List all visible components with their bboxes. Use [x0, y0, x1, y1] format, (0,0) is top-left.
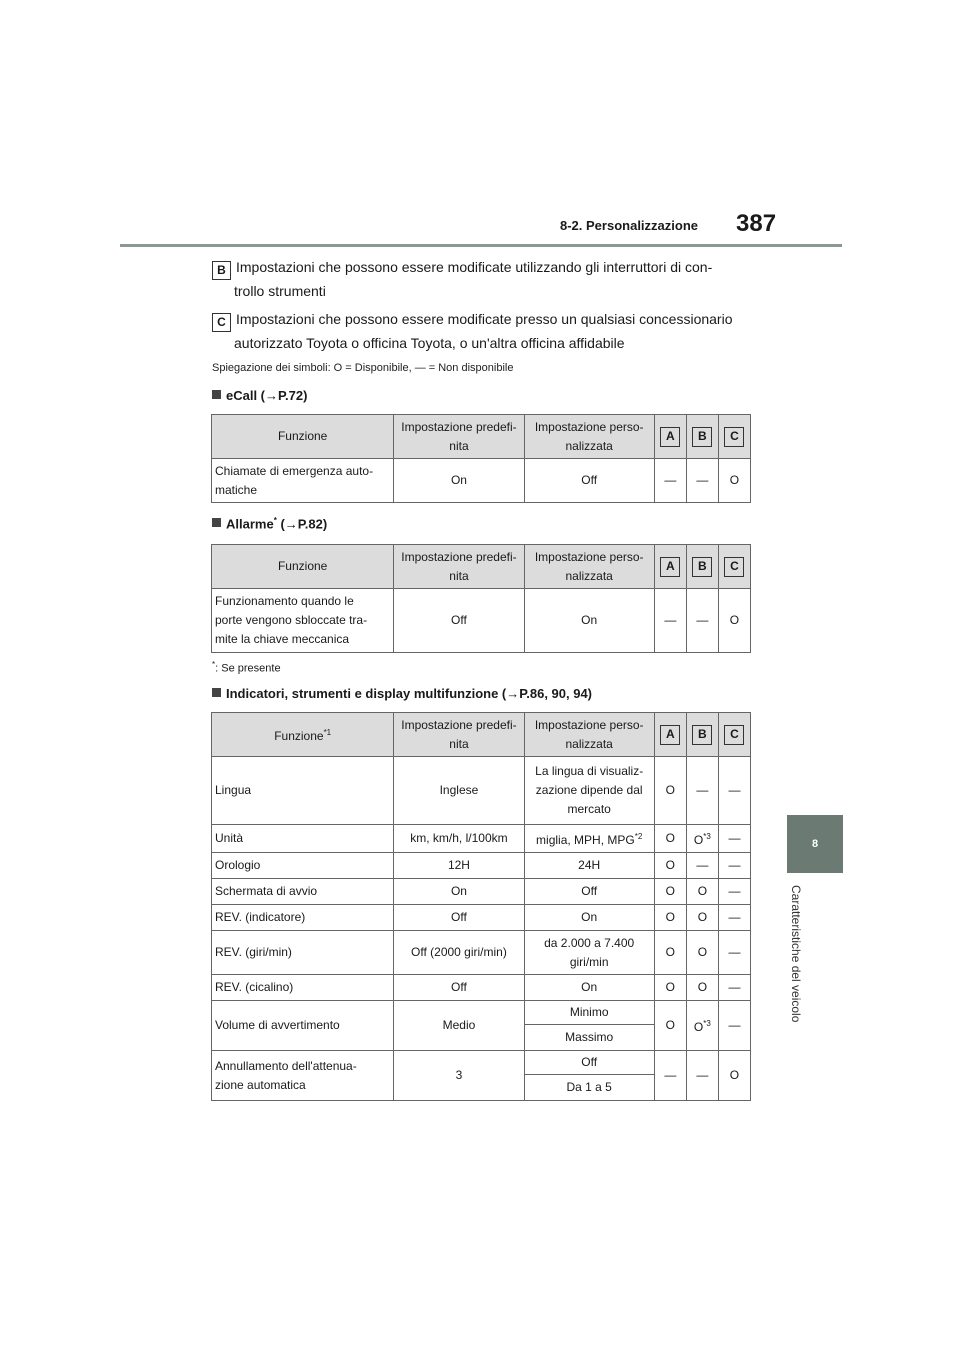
cell-a: O — [654, 905, 686, 931]
cell-b — [686, 1001, 718, 1051]
col-funzione-label: Funzione — [274, 729, 324, 743]
section-allarme-ref: (→P.82) — [276, 516, 328, 532]
cell-b: O — [686, 905, 718, 931]
legend-b — [212, 256, 712, 302]
col-c — [718, 545, 750, 589]
cell-funzione: Unità — [212, 825, 394, 853]
cell-default: On — [394, 459, 524, 503]
cell-custom: da 2.000 a 7.400 giri/min — [524, 931, 654, 975]
legend-b-line2: trollo strumenti — [234, 282, 326, 299]
table-row — [212, 825, 751, 853]
letter-a-icon: A — [660, 725, 680, 745]
cell-custom: La lingua di visualiz- zazione dipende dal mercato — [524, 757, 654, 825]
cell-b: O — [686, 879, 718, 905]
header-divider — [120, 244, 842, 247]
col-default: Impostazione predefi- nita — [394, 713, 524, 757]
cell-custom: Da 1 a 5 — [524, 1075, 654, 1101]
cell-funzione: REV. (cicalino) — [212, 975, 394, 1001]
cell-default: Medio — [394, 1001, 524, 1051]
col-custom: Impostazione perso- nalizzata — [524, 545, 654, 589]
footnote — [212, 660, 281, 675]
col-funzione: Funzione — [212, 415, 394, 459]
cell-c: — — [718, 879, 750, 905]
col-b — [686, 713, 718, 757]
letter-c-icon: C — [724, 725, 744, 745]
letter-b-icon: B — [212, 261, 231, 280]
section-ecall-ref: →P.72) — [265, 388, 308, 403]
cell-custom: On — [524, 589, 654, 653]
section-allarme-sup: * — [273, 516, 277, 525]
footnote-text: : Se presente — [215, 662, 281, 675]
chapter-label: Caratteristiche del veicolo — [789, 885, 803, 1023]
col-funzione-sup: *1 — [323, 728, 332, 737]
header-section-title: 8-2. Personalizzazione — [560, 218, 698, 233]
letter-a-icon: A — [660, 557, 680, 577]
table-row — [212, 459, 751, 503]
cell-custom: Off — [524, 1051, 654, 1075]
cell-a: — — [654, 459, 686, 503]
table-allarme — [211, 544, 751, 653]
cell-a: O — [654, 853, 686, 879]
cell-a: O — [654, 879, 686, 905]
footnote-mark: * — [212, 660, 216, 669]
cell-custom: Minimo — [524, 1001, 654, 1025]
table-row — [212, 589, 751, 653]
section-allarme-heading — [212, 516, 327, 531]
cell-c: — — [718, 931, 750, 975]
legend-c-line2: autorizzato Toyota o officina Toyota, o un'altra officina affidabile — [234, 334, 625, 351]
bullet-square-icon — [212, 518, 221, 527]
cell-default: Off — [394, 905, 524, 931]
table-header-row — [212, 713, 751, 757]
cell-b-sup: *3 — [703, 1019, 711, 1028]
col-default: Impostazione predefi- nita — [394, 545, 524, 589]
col-c — [718, 415, 750, 459]
legend-c — [212, 308, 733, 354]
cell-default: 12H — [394, 853, 524, 879]
bullet-square-icon — [212, 688, 221, 697]
cell-custom-text: miglia, MPH, MPG — [536, 833, 635, 847]
cell-c: O — [718, 459, 750, 503]
cell-custom — [524, 825, 654, 853]
section-ecall-heading — [212, 388, 307, 403]
cell-funzione: Chiamate di emergenza auto- matiche — [212, 459, 394, 503]
cell-custom: Off — [524, 459, 654, 503]
cell-b: — — [686, 1051, 718, 1101]
legend-b-line1: Impostazioni che possono essere modificate utilizzando gli interruttori di con- — [236, 259, 713, 275]
cell-a: O — [654, 931, 686, 975]
cell-b-sup: *3 — [703, 832, 711, 841]
letter-b-icon: B — [692, 725, 712, 745]
cell-c: — — [718, 975, 750, 1001]
legend-c-line1: Impostazioni che possono essere modificate presso un qualsiasi concessionario — [236, 311, 733, 327]
section-ecall-title: eCall ( — [226, 388, 266, 403]
table-row — [212, 1051, 751, 1075]
cell-custom-sup: *2 — [634, 832, 643, 841]
col-b — [686, 415, 718, 459]
cell-default: Off — [394, 975, 524, 1001]
col-custom: Impostazione perso- nalizzata — [524, 415, 654, 459]
cell-funzione: Funzionamento quando le porte vengono sbloccate tra- mite la chiave meccanica — [212, 589, 394, 653]
cell-b-text: O — [693, 833, 704, 847]
cell-b: — — [686, 853, 718, 879]
cell-default: Inglese — [394, 757, 524, 825]
cell-b: — — [686, 757, 718, 825]
letter-b-icon: B — [692, 557, 712, 577]
col-a — [654, 713, 686, 757]
table-row — [212, 757, 751, 825]
cell-b-text: O — [693, 1020, 704, 1034]
col-a — [654, 415, 686, 459]
cell-custom: 24H — [524, 853, 654, 879]
col-funzione — [212, 713, 394, 757]
cell-funzione: REV. (indicatore) — [212, 905, 394, 931]
table-row — [212, 905, 751, 931]
table-row — [212, 975, 751, 1001]
table-row — [212, 1001, 751, 1025]
cell-default: 3 — [394, 1051, 524, 1101]
cell-c: — — [718, 757, 750, 825]
cell-custom: Massimo — [524, 1025, 654, 1051]
cell-c: — — [718, 853, 750, 879]
cell-custom: On — [524, 905, 654, 931]
letter-c-icon: C — [212, 313, 231, 332]
table-row — [212, 931, 751, 975]
cell-funzione: REV. (giri/min) — [212, 931, 394, 975]
table-header-row — [212, 415, 751, 459]
table-ecall — [211, 414, 751, 503]
table-indicatori — [211, 712, 751, 1101]
cell-c: — — [718, 825, 750, 853]
cell-b: O — [686, 931, 718, 975]
col-b — [686, 545, 718, 589]
cell-c: O — [718, 1051, 750, 1101]
cell-default: Off — [394, 589, 524, 653]
cell-b — [686, 825, 718, 853]
cell-b: — — [686, 589, 718, 653]
cell-funzione: Orologio — [212, 853, 394, 879]
cell-c: — — [718, 905, 750, 931]
cell-c: O — [718, 589, 750, 653]
cell-a: O — [654, 975, 686, 1001]
cell-funzione: Lingua — [212, 757, 394, 825]
col-custom: Impostazione perso- nalizzata — [524, 713, 654, 757]
cell-a: O — [654, 1001, 686, 1051]
cell-custom: Off — [524, 879, 654, 905]
section-indicatori-title: Indicatori, strumenti e display multifunzione (→P.86, 90, 94) — [226, 686, 593, 701]
letter-b-icon: B — [692, 427, 712, 447]
cell-default: On — [394, 879, 524, 905]
cell-default: km, km/h, l/100km — [394, 825, 524, 853]
col-a — [654, 545, 686, 589]
cell-default: Off (2000 giri/min) — [394, 931, 524, 975]
section-indicatori-heading — [212, 686, 592, 701]
page-number: 387 — [736, 210, 777, 237]
cell-custom: On — [524, 975, 654, 1001]
col-c — [718, 713, 750, 757]
letter-c-icon: C — [724, 557, 744, 577]
cell-b: — — [686, 459, 718, 503]
cell-a: O — [654, 757, 686, 825]
cell-a: — — [654, 589, 686, 653]
bullet-square-icon — [212, 390, 221, 399]
cell-c: — — [718, 1001, 750, 1051]
cell-a: — — [654, 1051, 686, 1101]
cell-funzione: Volume di avvertimento — [212, 1001, 394, 1051]
letter-c-icon: C — [724, 427, 744, 447]
symbol-note: Spiegazione dei simboli: O = Disponibile, — = Non disponibile — [212, 362, 514, 374]
table-header-row — [212, 545, 751, 589]
cell-funzione: Schermata di avvio — [212, 879, 394, 905]
cell-b: O — [686, 975, 718, 1001]
table-row — [212, 853, 751, 879]
cell-a: O — [654, 825, 686, 853]
table-row — [212, 879, 751, 905]
letter-a-icon: A — [660, 427, 680, 447]
chapter-tab: 8 — [787, 815, 843, 873]
cell-funzione: Annullamento dell'attenua- zione automatica — [212, 1051, 394, 1101]
col-default: Impostazione predefi- nita — [394, 415, 524, 459]
section-allarme-title: Allarme — [226, 516, 274, 532]
col-funzione: Funzione — [212, 545, 394, 589]
